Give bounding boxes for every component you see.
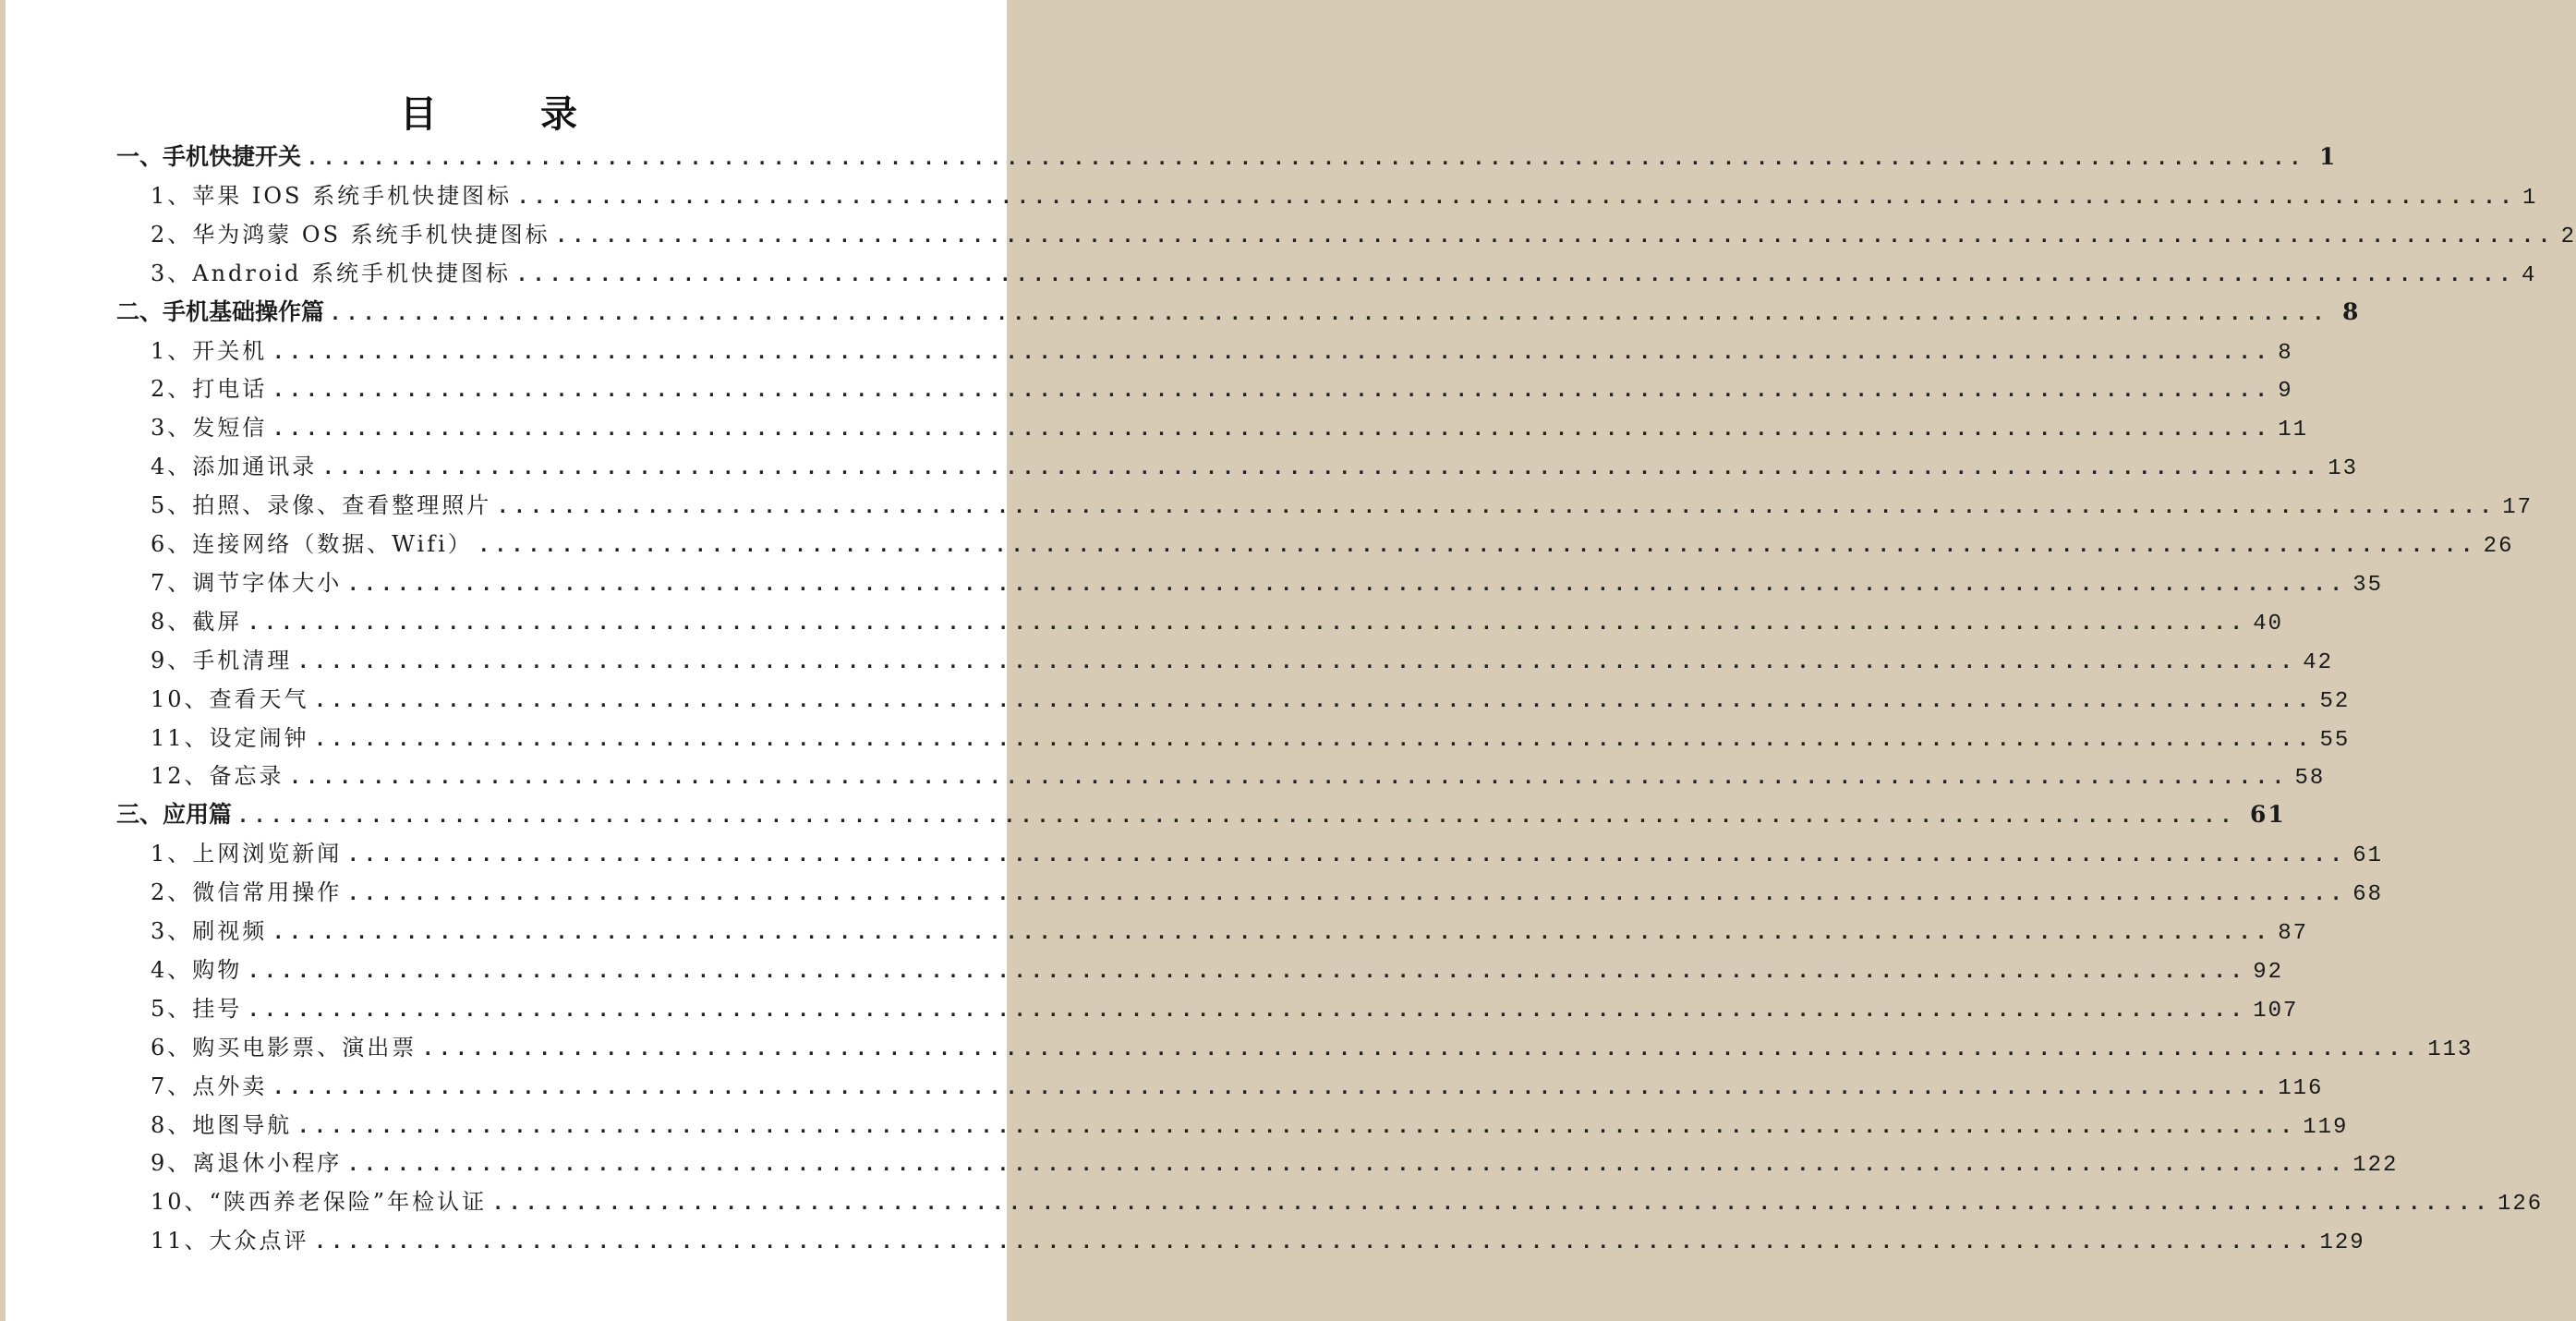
toc-entry[interactable] xyxy=(151,1028,2473,1067)
toc-page-number: 126 xyxy=(2497,1192,2544,1218)
toc-entry-label: 9、离退休小程序 xyxy=(151,1150,343,1177)
toc-page-number: 61 xyxy=(2249,801,2286,829)
toc-entry[interactable] xyxy=(151,215,2576,254)
toc-section[interactable] xyxy=(116,795,2286,834)
toc-entry[interactable] xyxy=(151,1221,2365,1260)
toc-entry-label: 12、备忘录 xyxy=(151,763,284,790)
toc-leader-dots: ........................................................................................................................ xyxy=(478,534,2478,556)
toc-leader-dots: ........................................................................................................................ xyxy=(347,572,2348,595)
toc-leader-dots: ........................................................................................................................ xyxy=(272,379,2273,402)
toc-leader-dots: ........................................................................................................................ xyxy=(314,1230,2315,1254)
toc-page-number: 40 xyxy=(2253,611,2284,636)
toc-leader-dots: ........................................................................................................................ xyxy=(307,147,2306,169)
toc-entry-label: 5、拍照、录像、查看整理照片 xyxy=(151,492,492,519)
toc-entry-label: 二、手机基础操作篇 xyxy=(116,297,325,325)
toc-leader-dots: ........................................................................................................................ xyxy=(422,1036,2423,1060)
toc-entry-label: 三、应用篇 xyxy=(116,801,233,829)
toc-entry[interactable] xyxy=(151,719,2351,757)
toc-entry[interactable] xyxy=(151,912,2309,951)
toc-leader-dots: ........................................................................................................................ xyxy=(289,766,2290,789)
toc-leader-dots: ........................................................................................................................ xyxy=(297,1114,2298,1137)
toc-entry[interactable] xyxy=(151,408,2309,447)
toc-entry-label: 10、“陕西养老保险”年检认证 xyxy=(151,1189,488,1216)
toc-page-number: 17 xyxy=(2502,495,2534,521)
toc-entry[interactable] xyxy=(151,1182,2544,1221)
toc-entry[interactable] xyxy=(151,254,2537,293)
toc-entry-label: 1、上网浏览新闻 xyxy=(151,841,343,867)
toc-entry-label: 10、查看天气 xyxy=(151,685,309,712)
toc-page-number: 52 xyxy=(2319,688,2351,714)
toc-entry-label: 11、大众点评 xyxy=(151,1228,309,1254)
toc-entry-label: 2、微信常用操作 xyxy=(151,879,343,906)
toc-entry[interactable] xyxy=(151,564,2384,602)
toc-entry[interactable] xyxy=(151,602,2284,641)
toc-entry[interactable] xyxy=(151,680,2351,719)
toc-entry[interactable] xyxy=(151,834,2384,873)
toc-page-number: 129 xyxy=(2319,1230,2365,1256)
toc-leader-dots: ........................................................................................................................ xyxy=(248,611,2248,634)
toc-page-number: 35 xyxy=(2352,572,2384,598)
toc-page-number: 122 xyxy=(2352,1153,2399,1179)
toc-leader-dots: ........................................................................................................................ xyxy=(497,495,2497,518)
toc-section[interactable] xyxy=(116,293,2361,332)
toc-page-number: 2 xyxy=(2560,224,2576,249)
toc-page-number: 8 xyxy=(2341,297,2361,325)
toc-entry-label: 2、打电话 xyxy=(151,376,268,403)
toc-entry-label: 8、截屏 xyxy=(151,608,243,635)
toc-entry[interactable] xyxy=(151,989,2299,1028)
toc-entry-label: 11、设定闹钟 xyxy=(151,724,309,751)
toc-page-number: 1 xyxy=(2318,143,2338,170)
toc-leader-dots: ........................................................................................................................ xyxy=(555,224,2556,247)
toc-leader-dots: ........................................................................................................................ xyxy=(314,688,2315,711)
toc-entry-label: 7、点外卖 xyxy=(151,1073,268,1099)
toc-entry-label: 4、购物 xyxy=(151,956,243,983)
toc-leader-dots: ........................................................................................................................ xyxy=(347,882,2348,905)
toc-leader-dots: ........................................................................................................................ xyxy=(272,340,2273,363)
toc-entry-label: 5、挂号 xyxy=(151,995,243,1022)
toc-leader-dots: ........................................................................................................................ xyxy=(272,1075,2273,1098)
toc-page-number: 87 xyxy=(2278,921,2309,946)
toc-leader-dots: ........................................................................................................................ xyxy=(322,456,2323,479)
toc-entry[interactable] xyxy=(151,873,2384,912)
toc-entry-label: 4、添加通讯录 xyxy=(151,454,318,480)
toc-page-number: 11 xyxy=(2278,418,2309,443)
toc-leader-dots: ........................................................................................................................ xyxy=(272,418,2273,441)
toc-entry[interactable] xyxy=(151,486,2534,525)
toc-section[interactable] xyxy=(116,138,2338,176)
toc-entry-label: 2、华为鸿蒙 OS 系统手机快捷图标 xyxy=(151,221,550,248)
toc-entry[interactable] xyxy=(151,951,2284,989)
toc-entry[interactable] xyxy=(151,525,2514,564)
toc-page-number: 113 xyxy=(2427,1036,2473,1062)
toc-entry-label: 6、购买电影票、演出票 xyxy=(151,1034,417,1060)
toc-entry[interactable] xyxy=(151,641,2334,680)
toc-leader-dots: ........................................................................................................................ xyxy=(347,1153,2348,1176)
toc-leader-dots: ........................................................................................................................ xyxy=(237,805,2237,828)
toc-page-number: 42 xyxy=(2303,649,2334,675)
toc-leader-dots: ........................................................................................................................ xyxy=(330,301,2329,324)
toc-entry-label: 9、手机清理 xyxy=(151,647,293,673)
toc-page-number: 92 xyxy=(2253,959,2284,985)
toc-entry-label: 8、地图导航 xyxy=(151,1111,293,1138)
toc-entry-label: 7、调节字体大小 xyxy=(151,569,343,596)
toc-leader-dots: ........................................................................................................................ xyxy=(492,1192,2492,1215)
toc-leader-dots: ........................................................................................................................ xyxy=(516,262,2516,285)
toc-entry-label: 3、Android 系统手机快捷图标 xyxy=(151,260,512,286)
toc-leader-dots: ........................................................................................................................ xyxy=(297,649,2298,673)
toc-page-number: 58 xyxy=(2294,766,2326,792)
toc-page-number: 4 xyxy=(2521,262,2537,288)
toc-entry[interactable] xyxy=(151,332,2293,370)
toc-entry[interactable] xyxy=(151,757,2326,795)
toc-page-number: 68 xyxy=(2352,882,2384,908)
toc-entry[interactable] xyxy=(151,1144,2399,1182)
toc-page-number: 116 xyxy=(2278,1075,2324,1101)
toc-leader-dots: ........................................................................................................................ xyxy=(314,727,2315,750)
toc-leader-dots: ........................................................................................................................ xyxy=(347,843,2348,867)
toc-entry[interactable] xyxy=(151,447,2359,486)
toc-leader-dots: ........................................................................................................................ xyxy=(517,185,2518,208)
toc-entry[interactable] xyxy=(151,1106,2349,1145)
page-title: 目 录 xyxy=(400,92,611,136)
toc-entry-label: 3、发短信 xyxy=(151,415,268,442)
toc-page-number: 119 xyxy=(2303,1114,2349,1140)
toc-entry-label: 1、开关机 xyxy=(151,337,268,364)
toc-entry[interactable] xyxy=(151,176,2538,215)
toc-page-number: 107 xyxy=(2253,998,2299,1024)
toc-entry[interactable] xyxy=(151,370,2293,408)
toc-page-number: 1 xyxy=(2522,185,2538,211)
toc-page-number: 9 xyxy=(2278,379,2293,405)
toc-page-number: 8 xyxy=(2278,340,2293,366)
toc-leader-dots: ........................................................................................................................ xyxy=(248,959,2248,982)
toc-entry-label: 1、苹果 IOS 系统手机快捷图标 xyxy=(151,182,513,209)
toc-leader-dots: ........................................................................................................................ xyxy=(272,921,2273,943)
toc-page-number: 26 xyxy=(2483,534,2514,559)
toc-entry-label: 3、刷视频 xyxy=(151,918,268,944)
toc-entry-label: 6、连接网络（数据、Wifi） xyxy=(151,531,473,557)
toc-page-number: 55 xyxy=(2319,727,2351,753)
toc-page-number: 13 xyxy=(2328,456,2359,482)
toc-page-number: 61 xyxy=(2352,843,2384,869)
toc-entry[interactable] xyxy=(151,1067,2324,1106)
toc-leader-dots: ........................................................................................................................ xyxy=(248,998,2248,1021)
toc-entry-label: 一、手机快捷开关 xyxy=(116,143,302,170)
